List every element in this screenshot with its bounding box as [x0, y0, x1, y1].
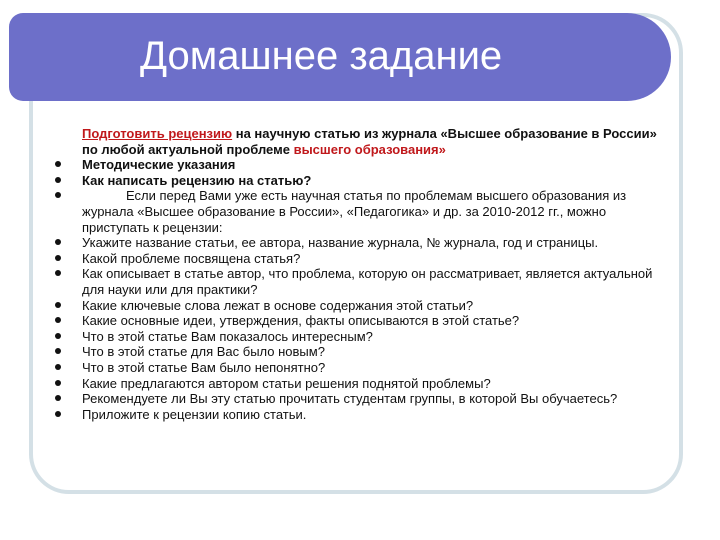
content-list	[54, 126, 674, 422]
bullet-icon	[55, 395, 61, 401]
list-item: Какие предлагаются автором статьи решения поднятой проблемы?	[54, 376, 674, 392]
bullet-icon	[55, 177, 61, 183]
intro-body: на научную статью из журнала «Высшее образование в России» по любой актуальной проблеме	[82, 126, 657, 157]
bullet-icon	[55, 270, 61, 276]
list-item: Как описывает в статье автор, что проблема, которую он рассматривает, является актуальной для науки или для практики?	[54, 266, 674, 297]
bullet-icon	[55, 239, 61, 245]
list-item: Что в этой статье для Вас было новым?	[54, 344, 674, 360]
bullet-icon	[55, 317, 61, 323]
bullet-icon	[55, 302, 61, 308]
list-item: Приложите к рецензии копию статьи.	[54, 407, 674, 423]
bullet-icon	[55, 411, 61, 417]
title-underline	[87, 105, 635, 107]
intro-highlight: Подготовить рецензию	[82, 126, 233, 141]
list-item: Какой проблеме посвящена статья?	[54, 251, 674, 267]
list-item: Укажите название статьи, ее автора, название журнала, № журнала, год и страницы.	[54, 235, 674, 251]
slide-title: Домашнее задание	[140, 34, 503, 78]
list-item: Методические указания	[54, 157, 674, 173]
bullet-icon	[55, 380, 61, 386]
list-item: Если перед Вами уже есть научная статья по проблемам высшего образования из журнала «Высшее образование в России», «Педагогика» и др. за 2010-2012 гг., можно приступать к рецензии:	[54, 188, 674, 235]
bullet-icon	[55, 364, 61, 370]
bullet-icon	[55, 192, 61, 198]
list-item: Какие ключевые слова лежат в основе содержания этой статьи?	[54, 298, 674, 314]
list-item: Что в этой статье Вам показалось интересным?	[54, 329, 674, 345]
bullet-icon	[55, 255, 61, 261]
intro-highlight-end: высшего образования»	[293, 141, 446, 157]
list-item: Как написать рецензию на статью?	[54, 173, 674, 189]
bullet-icon	[55, 348, 61, 354]
list-item: Какие основные идеи, утверждения, факты описываются в этой статье?	[54, 313, 674, 329]
intro-paragraph	[54, 126, 674, 157]
list-item: Что в этой статье Вам было непонятно?	[54, 360, 674, 376]
bullet-icon	[55, 161, 61, 167]
list-item: Рекомендуете ли Вы эту статью прочитать студентам группы, в которой Вы обучаетесь?	[54, 391, 674, 407]
bullet-icon	[55, 333, 61, 339]
